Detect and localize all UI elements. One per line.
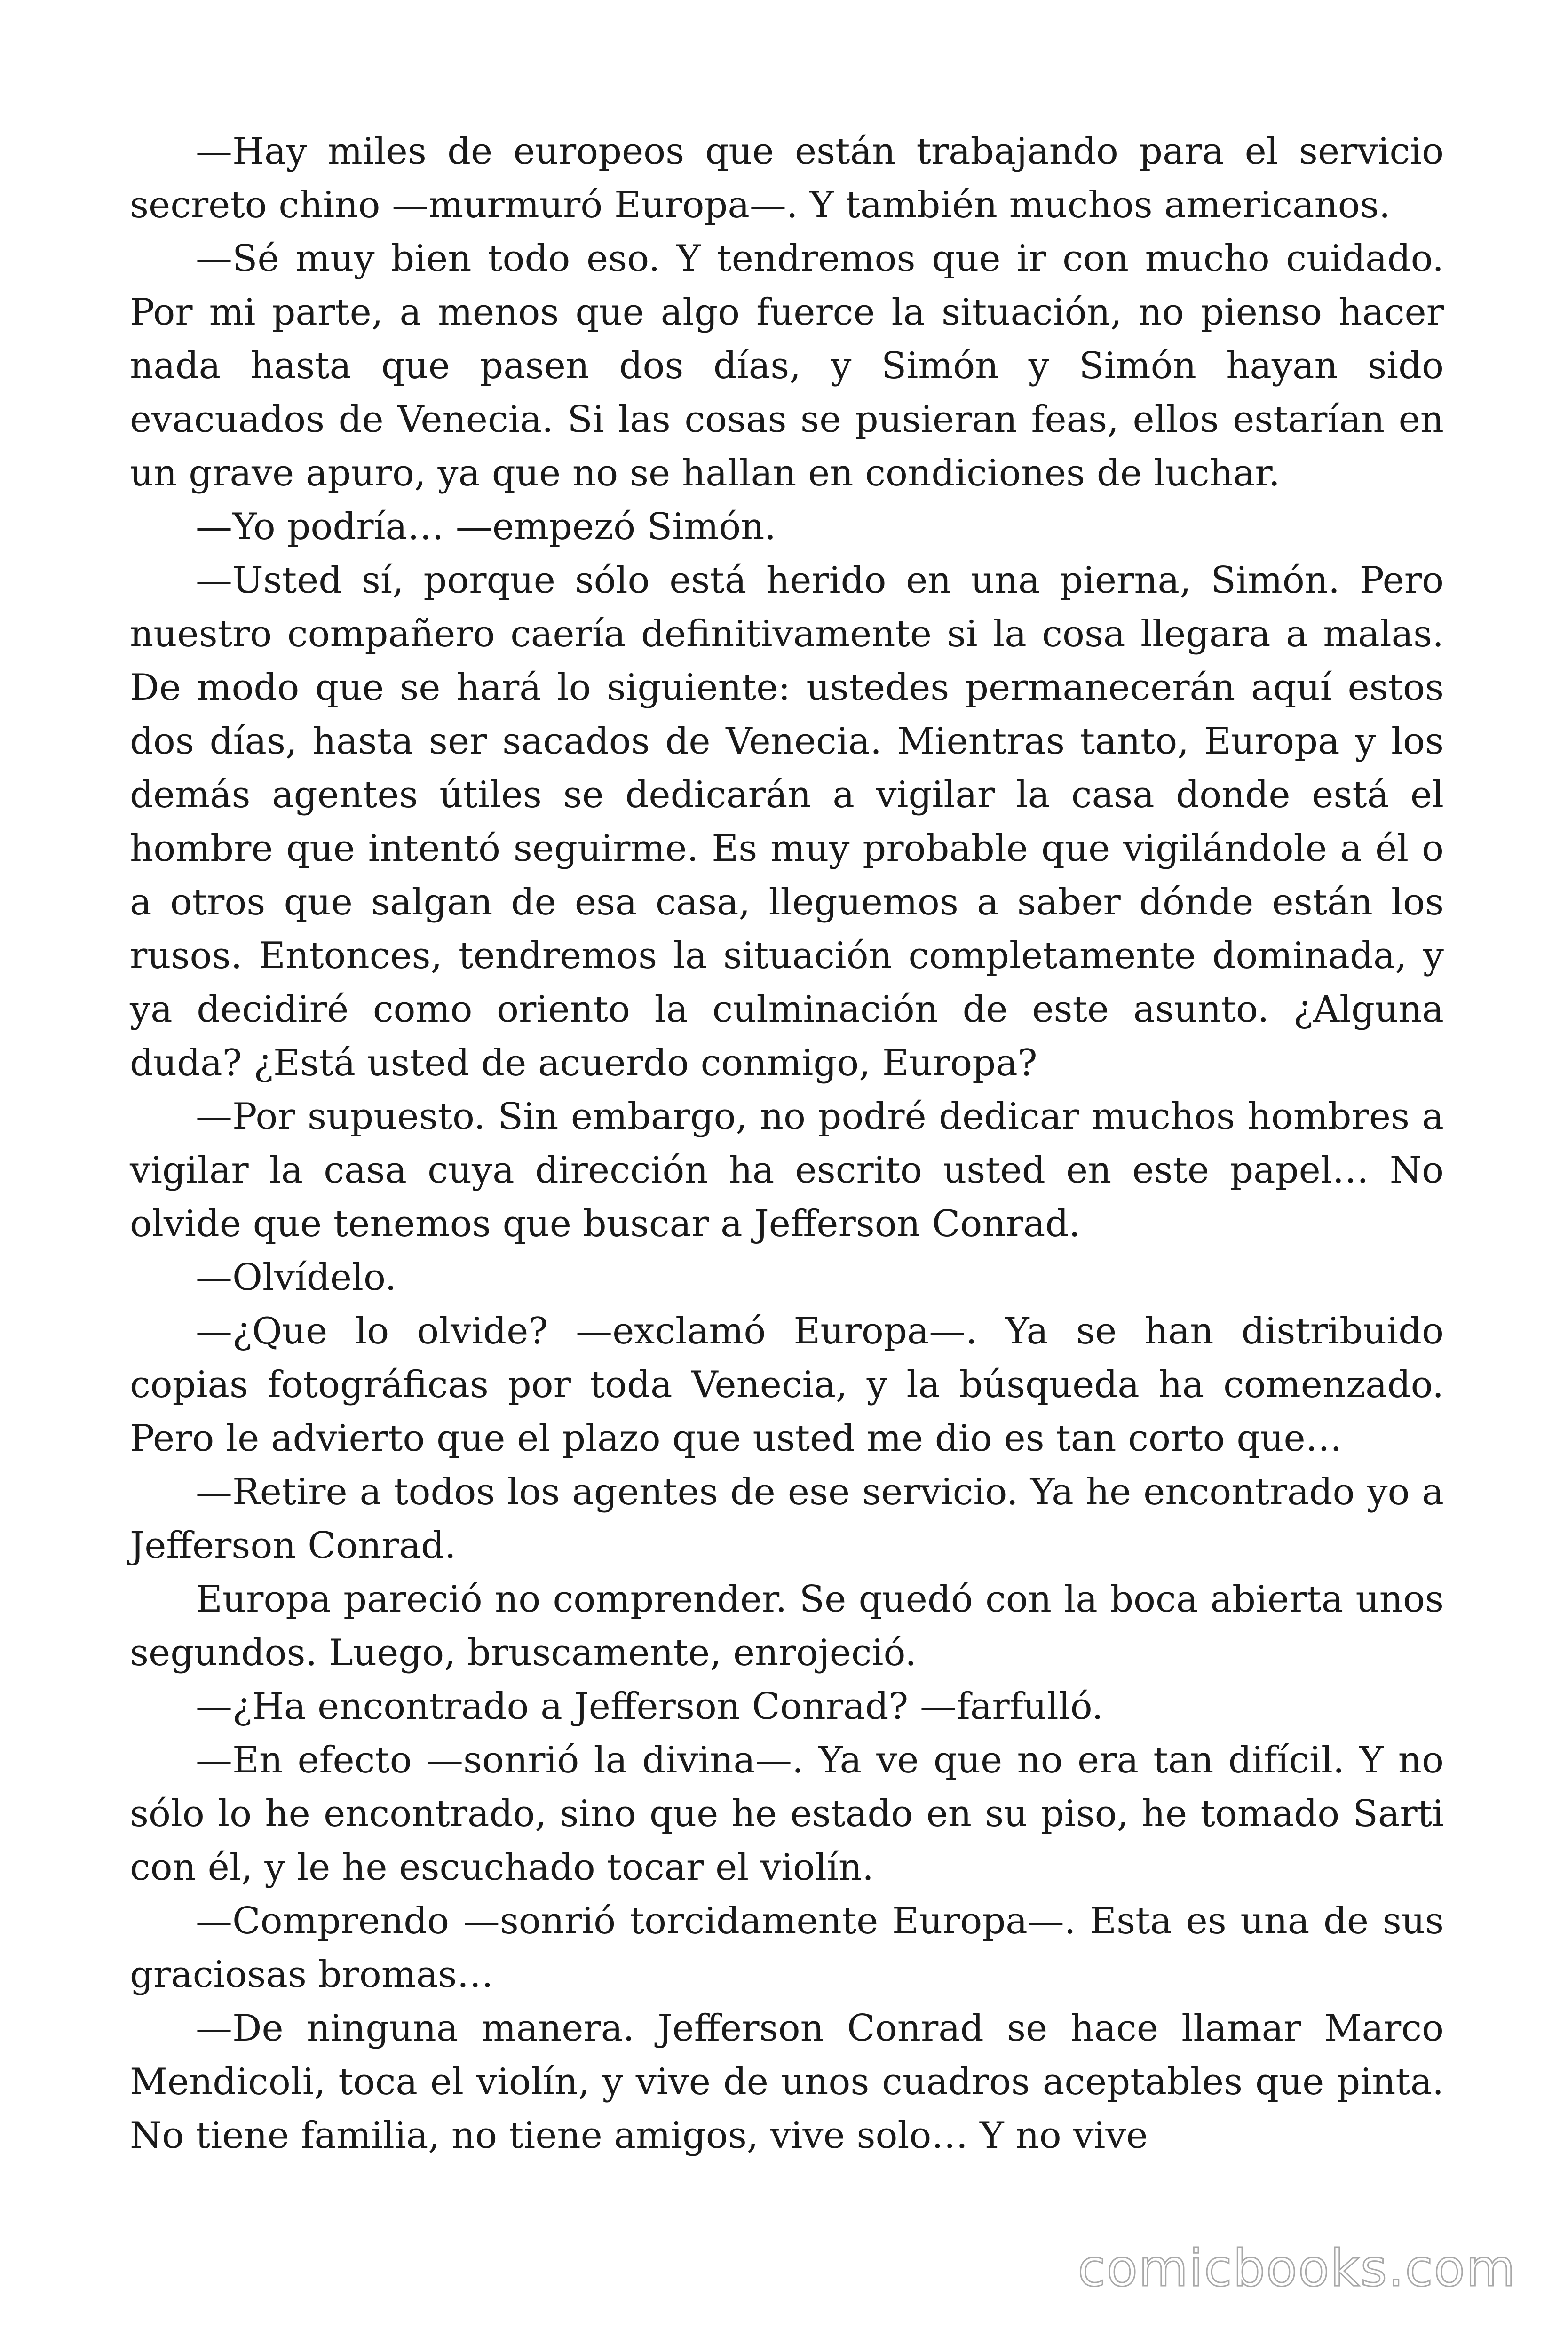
paragraph: —Retire a todos los agentes de ese servicio. Ya he encontrado yo a Jefferson Conrad. [130,1471,1444,1567]
paragraph: —Sé muy bien todo eso. Y tendremos que ir con mucho cuidado. Por mi parte, a menos que algo fuerce la situación, no pienso hacer nada hasta que pasen dos días, y Simón y Simón hayan sido evacuados de Venecia. Si las cosas se pusieran feas, ellos estarían en un grave apuro, ya que no se hallan en condiciones de luchar. [130,238,1444,494]
paragraph: —Yo podría… —empezó Simón. [196,506,776,548]
paragraph: —Por supuesto. Sin embargo, no podré dedicar muchos hombres a vigilar la casa cuya dirección ha escrito usted en este papel… No olvide que tenemos que buscar a Jefferson Conrad. [130,1096,1444,1245]
paragraph: —En efecto —sonrió la divina—. Ya ve que no era tan difícil. Y no sólo lo he encontrado, sino que he estado en su piso, he tomado Sarti con él, y le he escuchado tocar el violín. [130,1739,1444,1889]
paragraph: —De ninguna manera. Jefferson Conrad se hace llamar Marco Mendicoli, toca el violín, y vive de unos cuadros aceptables que pinta. No tiene familia, no tiene amigos, vive solo… Y no vive [130,2007,1444,2157]
paragraph: —Olvídelo. [196,1256,397,1299]
paragraph: —Hay miles de europeos que están trabajando para el servicio secreto chino —murmuró Europa—. Y también muchos americanos. [130,130,1444,226]
paragraph: —¿Ha encontrado a Jefferson Conrad? —farfulló. [196,1685,1104,1728]
paragraph: —Comprendo —sonrió torcidamente Europa—. Esta es una de sus graciosas bromas… [130,1900,1444,1996]
paragraph: Europa pareció no comprender. Se quedó con la boca abierta unos segundos. Luego, bruscamente, enrojeció. [130,1578,1444,1674]
paragraph: —Usted sí, porque sólo está herido en una pierna, Simón. Pero nuestro compañero caería definitivamente si la cosa llegara a malas. De modo que se hará lo siguiente: ustedes permanecerán aquí estos dos días, hasta ser sacados de Venecia. Mientras tanto, Europa y los demás agentes útiles se dedicarán a vigilar la casa donde está el hombre que intentó seguirme. Es muy probable que vigilándole a él o a otros que salgan de esa casa, lleguemos a saber dónde están los rusos. Entonces, tendremos la situación completamente dominada, y ya decidiré como oriento la culminación de este asunto. ¿Alguna duda? ¿Está usted de acuerdo conmigo, Europa? [130,559,1444,1084]
book-page-text [130,125,1444,2162]
watermark: comicbooks.com [1077,2239,1516,2298]
paragraph: —¿Que lo olvide? —exclamó Europa—. Ya se han distribuido copias fotográficas por toda Venecia, y la búsqueda ha comenzado. Pero le advierto que el plazo que usted me dio es tan corto que… [130,1310,1444,1460]
